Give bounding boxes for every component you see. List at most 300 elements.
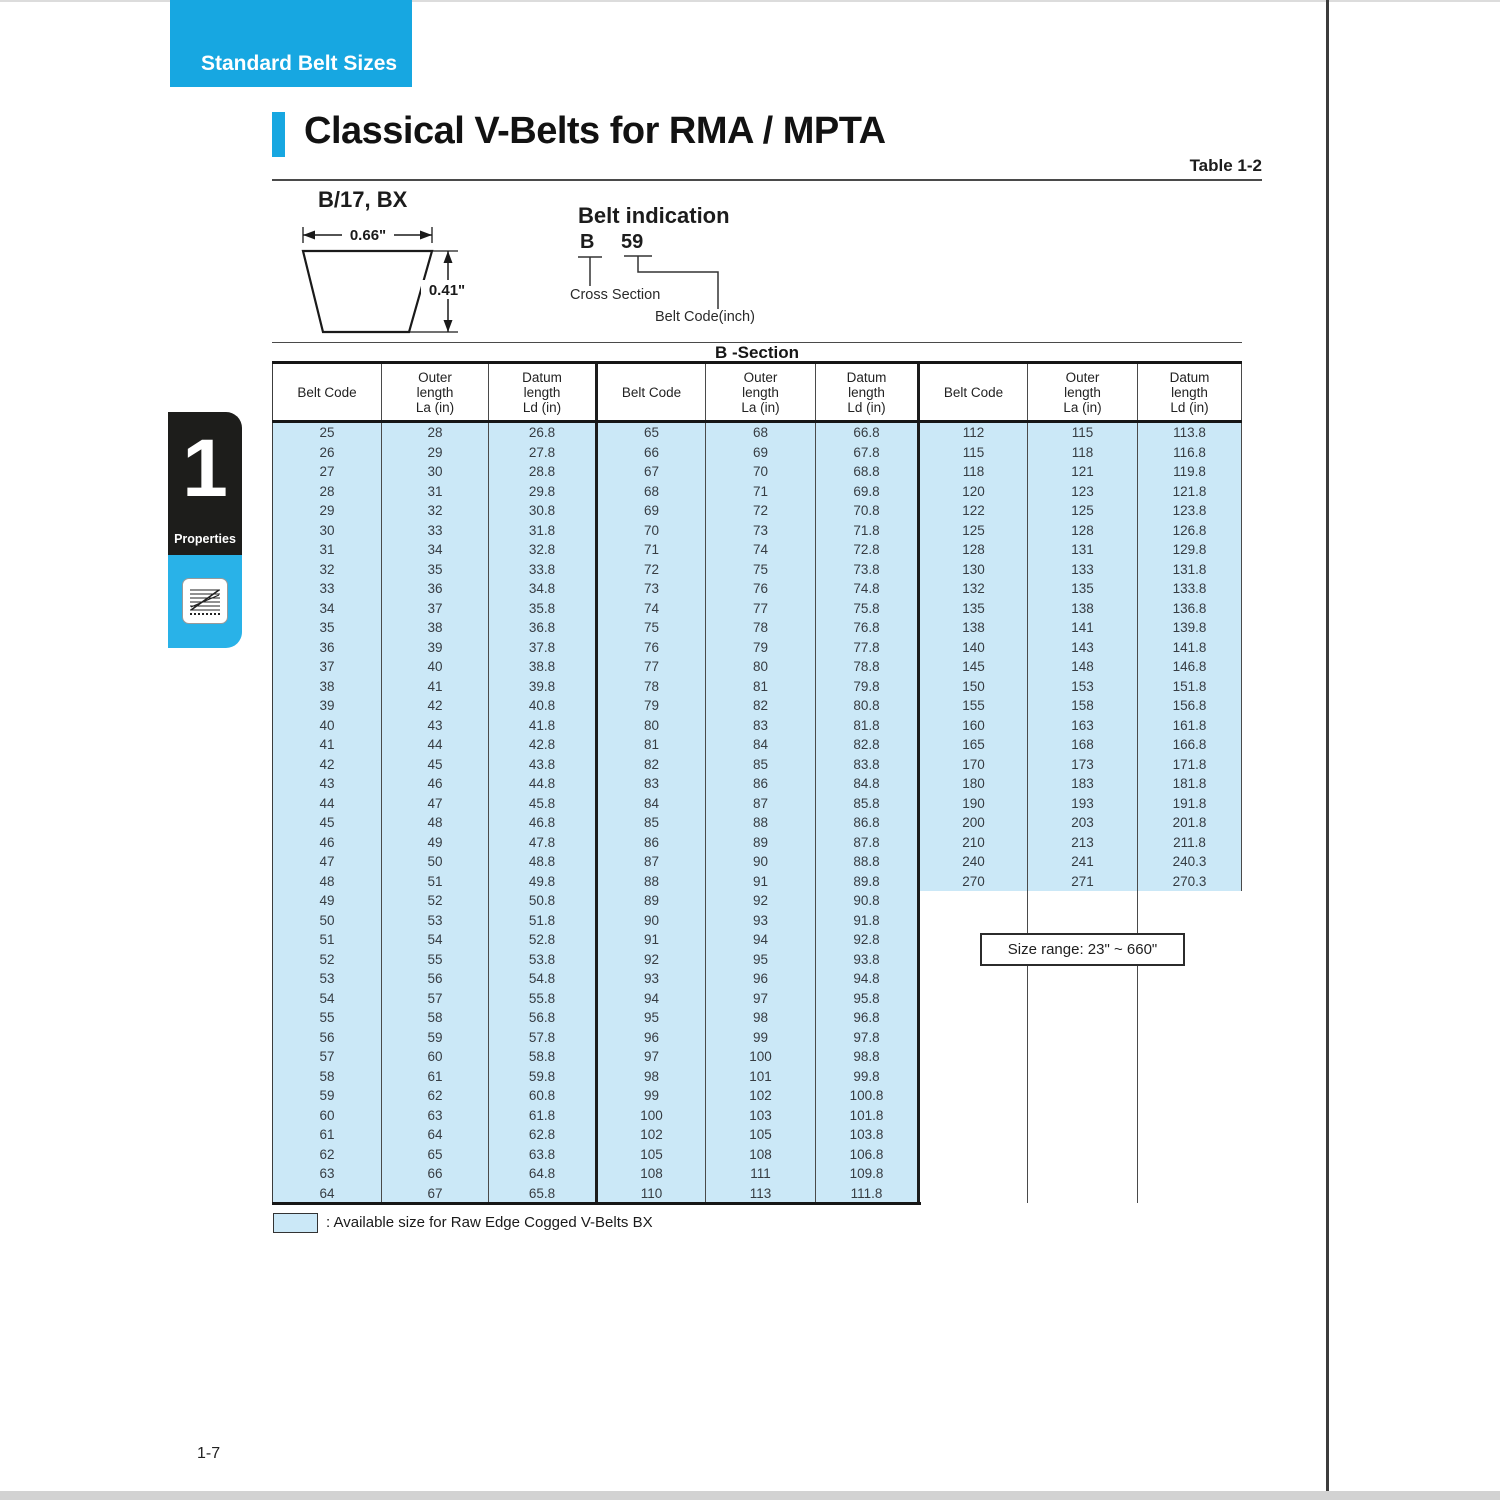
table-cell: 48 [382, 813, 489, 833]
chart-table-icon [182, 578, 228, 624]
table-cell: 87 [598, 852, 706, 872]
table-cell: 64 [382, 1125, 489, 1145]
table-cell: 26 [272, 443, 382, 463]
column-header: Datum length Ld (in) [1138, 364, 1242, 420]
table-cell: 35 [272, 618, 382, 638]
table-cell: 94.8 [816, 969, 920, 989]
table-cell: 28 [382, 423, 489, 443]
table-cell: 50 [382, 852, 489, 872]
table-cell: 29 [382, 443, 489, 463]
table-cell: 50.8 [489, 891, 598, 911]
belt-code-label: Belt Code(inch) [655, 309, 755, 325]
table-cell: 128 [920, 540, 1028, 560]
table-cell: 95 [706, 950, 816, 970]
table-cell: 44.8 [489, 774, 598, 794]
column-header: Datum length Ld (in) [816, 364, 920, 420]
table-cell: 166.8 [1138, 735, 1242, 755]
table-cell: 75 [706, 560, 816, 580]
table-cell: 67 [382, 1184, 489, 1204]
chapter-icon-tab [168, 555, 242, 648]
table-cell: 93 [706, 911, 816, 931]
table-cell: 191.8 [1138, 794, 1242, 814]
table-cell: 29.8 [489, 482, 598, 502]
table-cell: 78.8 [816, 657, 920, 677]
table-cell: 36.8 [489, 618, 598, 638]
table-cell: 173 [1028, 755, 1138, 775]
table-cell: 62 [272, 1145, 382, 1165]
table-cell: 96 [598, 1028, 706, 1048]
table-cell: 80.8 [816, 696, 920, 716]
table-cell: 61.8 [489, 1106, 598, 1126]
table-cell: 92 [706, 891, 816, 911]
table-cell: 126.8 [1138, 521, 1242, 541]
table-cell: 46 [272, 833, 382, 853]
table-cell [1028, 1028, 1138, 1048]
table-cell: 29 [272, 501, 382, 521]
table-cell: 98.8 [816, 1047, 920, 1067]
table-cell: 108 [706, 1145, 816, 1165]
table-cell: 35.8 [489, 599, 598, 619]
table-cell: 92.8 [816, 930, 920, 950]
table-cell: 49 [382, 833, 489, 853]
table-cell: 44 [272, 794, 382, 814]
table-reference: Table 1-2 [1189, 156, 1262, 175]
table-cell: 59 [272, 1086, 382, 1106]
table-cell: 271 [1028, 872, 1138, 892]
table-cell [1138, 989, 1242, 1009]
table-cell: 52 [272, 950, 382, 970]
belt-size-table [272, 342, 1242, 1203]
table-cell: 41 [272, 735, 382, 755]
table-cell: 40 [272, 716, 382, 736]
table-cell: 118 [1028, 443, 1138, 463]
table-cell: 90 [706, 852, 816, 872]
table-cell: 101 [706, 1067, 816, 1087]
table-cell: 73 [706, 521, 816, 541]
table-cell: 103 [706, 1106, 816, 1126]
table-cell: 36 [272, 638, 382, 658]
table-cell: 67.8 [816, 443, 920, 463]
table-cell [1028, 1047, 1138, 1067]
table-cell: 72 [706, 501, 816, 521]
table-cell: 115 [1028, 423, 1138, 443]
table-cell: 50 [272, 911, 382, 931]
table-cell [1028, 1184, 1138, 1204]
table-cell: 89 [706, 833, 816, 853]
table-cell: 110 [598, 1184, 706, 1204]
table-cell: 129.8 [1138, 540, 1242, 560]
table-cell: 73.8 [816, 560, 920, 580]
table-cell: 155 [920, 696, 1028, 716]
table-cell: 98 [706, 1008, 816, 1028]
table-cell: 33 [382, 521, 489, 541]
table-cell: 270.3 [1138, 872, 1242, 892]
table-cell: 57.8 [489, 1028, 598, 1048]
table-cell: 37.8 [489, 638, 598, 658]
table-cell: 113.8 [1138, 423, 1242, 443]
title-rule [272, 179, 1262, 181]
table-cell: 125 [1028, 501, 1138, 521]
table-cell: 38 [272, 677, 382, 697]
table-cell: 146.8 [1138, 657, 1242, 677]
table-cell: 72.8 [816, 540, 920, 560]
table-cell: 85.8 [816, 794, 920, 814]
table-cell: 63 [382, 1106, 489, 1126]
table-cell: 39 [272, 696, 382, 716]
table-cell: 53 [272, 969, 382, 989]
table-cell: 160 [920, 716, 1028, 736]
page-bottom-edge [0, 1491, 1500, 1500]
table-cell: 87.8 [816, 833, 920, 853]
table-cell: 65 [598, 423, 706, 443]
cross-section-label: Cross Section [570, 287, 661, 303]
table-cell: 37 [272, 657, 382, 677]
table-cell [920, 911, 1028, 931]
table-cell: 181.8 [1138, 774, 1242, 794]
table-cell [920, 891, 1028, 911]
table-cell: 53 [382, 911, 489, 931]
table-cell: 168 [1028, 735, 1138, 755]
standard-belt-sizes-tag [170, 0, 412, 87]
table-cell: 118 [920, 462, 1028, 482]
table-cell: 54.8 [489, 969, 598, 989]
table-cell: 82 [706, 696, 816, 716]
table-cell [1138, 1047, 1242, 1067]
legend-label: : Available size for Raw Edge Cogged V-Belts BX [326, 1214, 653, 1231]
table-cell [920, 1184, 1028, 1204]
table-cell: 102 [598, 1125, 706, 1145]
table-cell: 70.8 [816, 501, 920, 521]
table-cell: 76.8 [816, 618, 920, 638]
table-cell: 30 [382, 462, 489, 482]
table-cell: 68 [598, 482, 706, 502]
table-cell: 84 [706, 735, 816, 755]
table-cell: 171.8 [1138, 755, 1242, 775]
table-cell: 68.8 [816, 462, 920, 482]
table-cell: 240.3 [1138, 852, 1242, 872]
column-header: Outer length La (in) [1028, 364, 1138, 420]
table-cell: 203 [1028, 813, 1138, 833]
table-cell: 111 [706, 1164, 816, 1184]
table-cell: 30.8 [489, 501, 598, 521]
table-cell: 84 [598, 794, 706, 814]
table-cell: 54 [382, 930, 489, 950]
table-cell: 56 [272, 1028, 382, 1048]
table-cell: 270 [920, 872, 1028, 892]
table-cell: 79 [598, 696, 706, 716]
table-cell: 150 [920, 677, 1028, 697]
legend-swatch [273, 1213, 318, 1233]
table-cell: 85 [598, 813, 706, 833]
table-cell: 116.8 [1138, 443, 1242, 463]
table-cell: 138 [920, 618, 1028, 638]
table-cell: 96.8 [816, 1008, 920, 1028]
belt-profile-label: B/17, BX [318, 187, 408, 212]
column-header: Belt Code [598, 364, 706, 420]
table-cell: 42.8 [489, 735, 598, 755]
table-cell: 200 [920, 813, 1028, 833]
table-cell: 95.8 [816, 989, 920, 1009]
table-cell: 145 [920, 657, 1028, 677]
cross-section-value: B [580, 231, 595, 253]
table-cell: 131.8 [1138, 560, 1242, 580]
table-cell: 98 [598, 1067, 706, 1087]
table-bottom-border [272, 1202, 921, 1205]
table-cell: 125 [920, 521, 1028, 541]
table-cell: 57 [382, 989, 489, 1009]
title-accent-bar [272, 112, 285, 157]
table-cell: 86.8 [816, 813, 920, 833]
table-cell: 65 [382, 1145, 489, 1165]
table-cell: 77.8 [816, 638, 920, 658]
table-cell: 93.8 [816, 950, 920, 970]
table-cell: 100 [598, 1106, 706, 1126]
table-cell: 165 [920, 735, 1028, 755]
table-cell: 27 [272, 462, 382, 482]
table-cell: 86 [598, 833, 706, 853]
table-cell: 71.8 [816, 521, 920, 541]
column-header: Datum length Ld (in) [489, 364, 598, 420]
table-cell: 83 [706, 716, 816, 736]
table-cell: 42 [382, 696, 489, 716]
table-cell: 40 [382, 657, 489, 677]
table-cell: 67 [598, 462, 706, 482]
table-cell: 53.8 [489, 950, 598, 970]
table-cell: 143 [1028, 638, 1138, 658]
table-cell [920, 1106, 1028, 1126]
table-cell: 91 [706, 872, 816, 892]
table-cell [920, 1008, 1028, 1028]
table-cell: 34 [382, 540, 489, 560]
table-cell [1138, 1125, 1242, 1145]
table-cell [1138, 1145, 1242, 1165]
table-cell: 43.8 [489, 755, 598, 775]
table-cell: 133 [1028, 560, 1138, 580]
table-cell: 91.8 [816, 911, 920, 931]
table-cell: 119.8 [1138, 462, 1242, 482]
table-cell: 123 [1028, 482, 1138, 502]
table-cell: 66 [382, 1164, 489, 1184]
page-edge-line [1326, 0, 1329, 1500]
table-cell: 133.8 [1138, 579, 1242, 599]
table-cell: 59.8 [489, 1067, 598, 1087]
table-cell [920, 1067, 1028, 1087]
table-cell: 81 [598, 735, 706, 755]
table-cell: 66 [598, 443, 706, 463]
table-cell: 210 [920, 833, 1028, 853]
table-cell: 60.8 [489, 1086, 598, 1106]
table-cell: 52 [382, 891, 489, 911]
table-cell: 84.8 [816, 774, 920, 794]
table-cell: 59 [382, 1028, 489, 1048]
table-cell: 76 [706, 579, 816, 599]
table-cell: 85 [706, 755, 816, 775]
table-cell: 115 [920, 443, 1028, 463]
table-cell [1028, 1145, 1138, 1165]
table-cell [1028, 1106, 1138, 1126]
table-cell: 161.8 [1138, 716, 1242, 736]
column-header: Belt Code [920, 364, 1028, 420]
table-cell: 62 [382, 1086, 489, 1106]
table-cell: 113 [706, 1184, 816, 1204]
table-cell: 91 [598, 930, 706, 950]
table-cell: 34 [272, 599, 382, 619]
table-cell [1138, 1184, 1242, 1204]
table-cell: 180 [920, 774, 1028, 794]
table-cell: 49.8 [489, 872, 598, 892]
table-cell: 106.8 [816, 1145, 920, 1165]
table-cell: 27.8 [489, 443, 598, 463]
table-cell: 74 [598, 599, 706, 619]
table-cell: 26.8 [489, 423, 598, 443]
table-cell: 32.8 [489, 540, 598, 560]
table-cell: 88 [598, 872, 706, 892]
table-cell: 28 [272, 482, 382, 502]
table-cell: 61 [382, 1067, 489, 1087]
table-cell: 140 [920, 638, 1028, 658]
tag-label: Standard Belt Sizes [201, 52, 398, 75]
table-cell: 54 [272, 989, 382, 1009]
table-cell: 65.8 [489, 1184, 598, 1204]
table-cell: 121.8 [1138, 482, 1242, 502]
table-cell: 69 [706, 443, 816, 463]
table-cell: 103.8 [816, 1125, 920, 1145]
table-cell: 90 [598, 911, 706, 931]
table-cell [920, 1047, 1028, 1067]
table-cell [1138, 1028, 1242, 1048]
column-header: Outer length La (in) [706, 364, 816, 420]
table-cell: 135 [920, 599, 1028, 619]
table-cell: 63.8 [489, 1145, 598, 1165]
table-cell [1138, 911, 1242, 931]
table-cell: 241 [1028, 852, 1138, 872]
table-cell: 82 [598, 755, 706, 775]
table-cell: 51.8 [489, 911, 598, 931]
table-cell: 100.8 [816, 1086, 920, 1106]
table-cell: 56 [382, 969, 489, 989]
table-cell: 120 [920, 482, 1028, 502]
table-cell: 108 [598, 1164, 706, 1184]
table-section-title: B -Section [272, 342, 1242, 364]
table-cell [1138, 969, 1242, 989]
table-cell [1028, 1086, 1138, 1106]
table-cell: 190 [920, 794, 1028, 814]
table-cell: 56.8 [489, 1008, 598, 1028]
table-cell: 33 [272, 579, 382, 599]
table-cell: 58 [272, 1067, 382, 1087]
table-cell: 64.8 [489, 1164, 598, 1184]
table-cell [1138, 891, 1242, 911]
table-cell: 70 [706, 462, 816, 482]
table-cell: 109.8 [816, 1164, 920, 1184]
table-cell: 57 [272, 1047, 382, 1067]
table-cell: 31 [382, 482, 489, 502]
table-cell: 48 [272, 872, 382, 892]
table-cell [1028, 1008, 1138, 1028]
table-cell: 80 [706, 657, 816, 677]
table-cell: 153 [1028, 677, 1138, 697]
table-cell: 45 [382, 755, 489, 775]
table-cell [1138, 1106, 1242, 1126]
table-cell: 201.8 [1138, 813, 1242, 833]
table-cell: 87 [706, 794, 816, 814]
table-cell: 31.8 [489, 521, 598, 541]
table-cell: 90.8 [816, 891, 920, 911]
table-cell: 121 [1028, 462, 1138, 482]
table-cell [1028, 969, 1138, 989]
table-cell: 92 [598, 950, 706, 970]
table-cell: 55 [272, 1008, 382, 1028]
table-cell: 55.8 [489, 989, 598, 1009]
table-cell: 148 [1028, 657, 1138, 677]
chapter-number: 1 [182, 423, 228, 514]
table-cell: 49 [272, 891, 382, 911]
table-cell: 139.8 [1138, 618, 1242, 638]
table-cell: 25 [272, 423, 382, 443]
table-cell: 82.8 [816, 735, 920, 755]
table-cell: 112 [920, 423, 1028, 443]
table-cell: 43 [382, 716, 489, 736]
table-cell: 74.8 [816, 579, 920, 599]
table-cell: 41 [382, 677, 489, 697]
table-cell: 39.8 [489, 677, 598, 697]
table-cell: 97.8 [816, 1028, 920, 1048]
table-cell: 45 [272, 813, 382, 833]
table-cell: 86 [706, 774, 816, 794]
table-cell: 88 [706, 813, 816, 833]
table-cell: 101.8 [816, 1106, 920, 1126]
table-cell: 131 [1028, 540, 1138, 560]
table-cell [920, 969, 1028, 989]
table-cell: 41.8 [489, 716, 598, 736]
table-cell: 46 [382, 774, 489, 794]
table-cell: 32 [272, 560, 382, 580]
table-cell: 88.8 [816, 852, 920, 872]
table-cell [1028, 989, 1138, 1009]
column-header: Outer length La (in) [382, 364, 489, 420]
table-cell: 31 [272, 540, 382, 560]
table-cell [920, 1125, 1028, 1145]
table-cell [1028, 911, 1138, 931]
belt-code-value: 59 [621, 231, 644, 253]
table-cell: 60 [272, 1106, 382, 1126]
table-cell: 45.8 [489, 794, 598, 814]
table-cell [1138, 1086, 1242, 1106]
table-cell: 80 [598, 716, 706, 736]
table-cell: 73 [598, 579, 706, 599]
table-cell: 100 [706, 1047, 816, 1067]
table-body [272, 423, 1242, 1203]
table-cell: 51 [382, 872, 489, 892]
table-cell: 151.8 [1138, 677, 1242, 697]
table-cell: 58.8 [489, 1047, 598, 1067]
table-cell: 78 [598, 677, 706, 697]
table-cell: 70 [598, 521, 706, 541]
table-cell: 37 [382, 599, 489, 619]
table-cell: 111.8 [816, 1184, 920, 1204]
table-cell: 79.8 [816, 677, 920, 697]
table-cell [1028, 1067, 1138, 1087]
table-cell: 62.8 [489, 1125, 598, 1145]
table-cell: 89 [598, 891, 706, 911]
table-cell: 71 [598, 540, 706, 560]
table-cell: 77 [598, 657, 706, 677]
table-cell: 105 [598, 1145, 706, 1165]
table-cell: 95 [598, 1008, 706, 1028]
belt-cross-section-diagram [290, 226, 480, 338]
table-cell: 99 [598, 1086, 706, 1106]
table-cell: 83 [598, 774, 706, 794]
